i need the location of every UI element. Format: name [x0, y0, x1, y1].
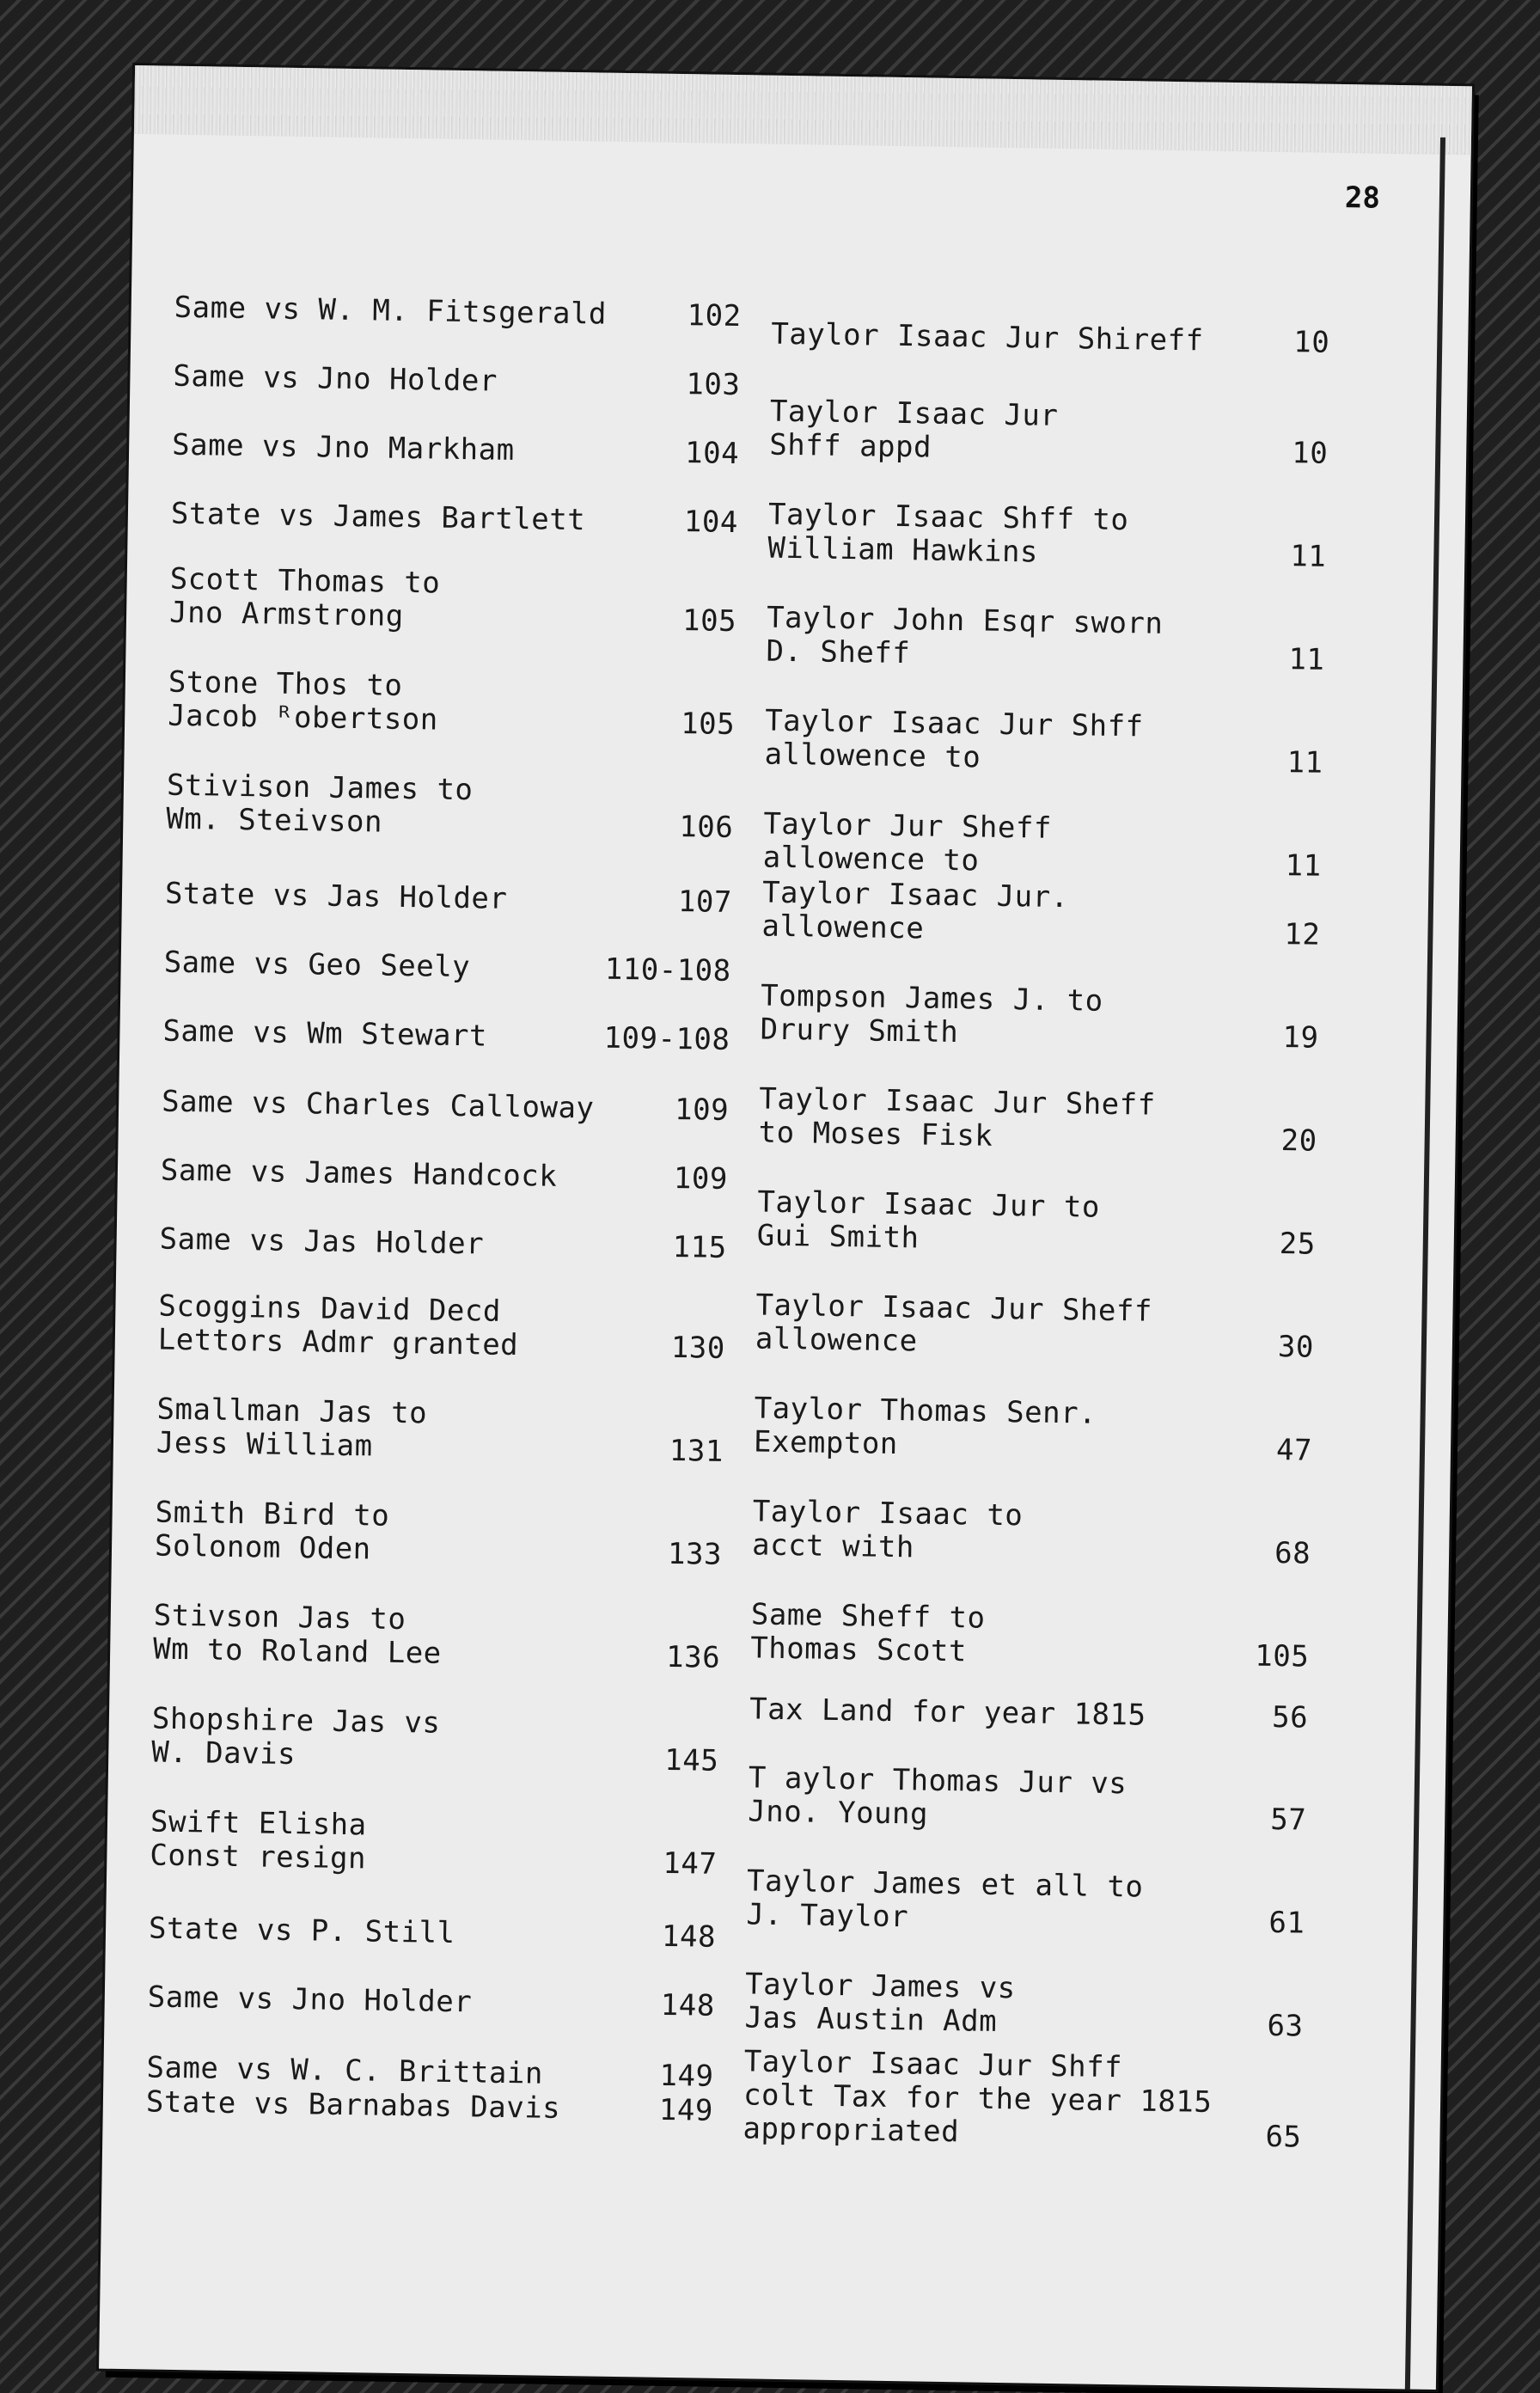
entry-text: colt Tax for the year 1815 [742, 2078, 1213, 2120]
index-entry [169, 563, 737, 639]
entry-text: Same vs Charles Calloway [161, 1084, 595, 1126]
entry-text: J. Taylor [746, 1897, 909, 1935]
index-entry [159, 1223, 727, 1265]
entry-text: allowence to [762, 840, 980, 878]
entry-page-number: 19 [1282, 1020, 1319, 1056]
index-entry [158, 1290, 726, 1366]
entry-text: State vs Barnabas Davis [145, 2084, 561, 2127]
entry-text: Same vs Geo Seely [163, 945, 471, 985]
entry-text: Smith Bird to [155, 1495, 390, 1533]
index-entry [153, 1600, 721, 1675]
index-entry [174, 291, 742, 334]
entry-text: Same vs W. C. Brittain [146, 2050, 544, 2091]
entry-page-number: 47 [1275, 1433, 1313, 1468]
entry-page-number: 107 [677, 884, 733, 920]
entry-text: Taylor Thomas Senr. [754, 1391, 1097, 1431]
entry-text: Gui Smith [756, 1218, 920, 1256]
index-entry [150, 1805, 718, 1881]
entry-text: Stivson Jas to [153, 1598, 406, 1637]
entry-text: Taylor Isaac Jur Shff [743, 2044, 1123, 2085]
entry-text: Wm to Roland Lee [152, 1631, 442, 1671]
entry-text: Taylor Isaac Jur to [757, 1184, 1101, 1225]
index-entry [754, 1392, 1313, 1467]
index-entry [749, 1692, 1309, 1735]
entry-text: Scott Thomas to [169, 561, 441, 601]
entry-text: Swift Elisha [150, 1804, 367, 1843]
entry-text: Scoggins David Decd [158, 1288, 502, 1329]
index-entry [166, 769, 734, 845]
entry-page-number: 130 [670, 1330, 726, 1366]
entry-text: Taylor Isaac to [752, 1494, 1024, 1533]
entry-page-number: 102 [687, 298, 742, 334]
entry-text: Smallman Jas to [156, 1392, 428, 1431]
entry-page-number: 10 [1292, 325, 1330, 360]
entry-page-number: 148 [661, 1919, 717, 1955]
entry-text: Taylor Isaac Jur [769, 394, 1059, 433]
entry-text: Solonom Oden [154, 1528, 372, 1567]
entry-page-number: 56 [1271, 1699, 1309, 1735]
entry-page-number: 63 [1267, 2008, 1304, 2044]
entry-text: allowence to [764, 737, 981, 775]
entry-text: Thomas Scott [749, 1631, 968, 1669]
document-page [99, 65, 1472, 2390]
entry-text: Taylor Isaac Jur Sheff [759, 1081, 1156, 1123]
entry-page-number: 30 [1277, 1330, 1315, 1365]
index-entry [760, 980, 1319, 1056]
entry-text: Taylor Isaac Jur Shireff [771, 316, 1204, 358]
entry-page-number: 149 [659, 2058, 714, 2094]
page-number: 28 [1344, 181, 1381, 216]
entry-text: Taylor Isaac Shff to [767, 497, 1129, 538]
entry-page-number: 11 [1286, 745, 1323, 780]
entry-text: D. Sheff [766, 633, 911, 671]
index-entry [151, 1702, 719, 1778]
entry-text: Wm. Steivson [166, 801, 383, 840]
entry-text: Const resign [150, 1838, 367, 1876]
entry-text: Taylor John Esqr sworn [766, 600, 1164, 641]
entry-text: Exempton [753, 1424, 899, 1462]
entry-page-number: 20 [1280, 1123, 1317, 1159]
index-entry [165, 878, 733, 920]
entry-text: Jas Austin Adm [744, 2000, 998, 2039]
entry-text: Stone Thos to [168, 664, 403, 703]
entry-page-number: 10 [1291, 436, 1329, 471]
entry-page-number: 25 [1279, 1227, 1317, 1262]
index-entry [162, 1015, 730, 1057]
entry-text: Same vs James Handcock [160, 1153, 558, 1194]
index-entry [155, 1496, 723, 1572]
entry-page-number: 103 [686, 367, 741, 403]
entry-text: W. Davis [151, 1735, 296, 1772]
entry-page-number: 133 [667, 1536, 723, 1572]
index-entry [752, 1495, 1311, 1570]
entry-page-number: 145 [664, 1742, 719, 1778]
entry-text: Taylor Isaac Jur Shff [764, 703, 1144, 744]
entry-page-number: 11 [1290, 539, 1327, 574]
index-entry [771, 318, 1330, 360]
entry-text: Taylor James et all to [746, 1864, 1144, 1905]
entry-text: Same vs Jno Holder [173, 358, 498, 399]
index-entry [750, 1598, 1310, 1674]
entry-page-number: 68 [1274, 1535, 1311, 1571]
entry-text: Tompson James J. to [760, 978, 1103, 1019]
entry-text: allowence [761, 909, 925, 946]
index-entry [762, 808, 1322, 884]
entry-page-number: 61 [1268, 1905, 1305, 1941]
entry-page-number: 11 [1288, 642, 1325, 677]
entry-text: Tax Land for year 1815 [749, 1692, 1146, 1733]
entry-page-number: 105 [681, 603, 737, 640]
index-entry [748, 1761, 1307, 1837]
index-entry [163, 946, 731, 988]
entry-text: Same vs Jno Markham [171, 427, 515, 468]
entry-text: Shff appd [768, 427, 932, 465]
index-entry [161, 1154, 729, 1196]
entry-page-number: 12 [1284, 917, 1321, 952]
index-entry [148, 1980, 716, 2023]
index-entry [171, 498, 739, 540]
entry-page-number: 104 [684, 436, 740, 472]
entry-text: T aylor Thomas Jur vs [748, 1760, 1128, 1802]
entry-text: Taylor James vs [744, 1967, 1016, 2006]
entry-text: Drury Smith [760, 1012, 959, 1050]
index-entry [766, 602, 1325, 677]
entry-text: Same vs Jno Holder [147, 1980, 473, 2020]
entry-page-number: 106 [679, 810, 734, 845]
index-entry [168, 666, 736, 742]
entry-page-number: 131 [669, 1433, 724, 1469]
index-entry [149, 1912, 717, 1954]
index-entry [746, 1864, 1305, 1940]
entry-text: to Moses Fisk [758, 1115, 993, 1154]
entry-text: Taylor Isaac Jur Sheff [755, 1288, 1153, 1329]
index-entry [172, 429, 740, 471]
entry-page-number: 104 [683, 505, 739, 541]
entry-page-number: 11 [1285, 848, 1322, 884]
entry-page-number: 115 [672, 1229, 727, 1265]
entry-page-number: 110-108 [604, 952, 731, 988]
entry-page-number: 136 [665, 1639, 721, 1675]
entry-text: Stivison James to [166, 768, 474, 808]
index-entry [755, 1288, 1315, 1364]
entry-text: State vs Jas Holder [164, 876, 508, 916]
entry-text: Jno Armstrong [168, 595, 405, 633]
entry-text: Same vs W. M. Fitsgerald [174, 290, 608, 332]
entry-text: Jacob ᴿobertson [167, 698, 439, 737]
entry-page-number: 109-108 [603, 1020, 730, 1057]
entry-page-number: 109 [673, 1160, 729, 1196]
entry-text: Same vs Jas Holder [159, 1221, 485, 1262]
entry-page-number: 148 [660, 1987, 716, 2023]
entry-text: William Hawkins [767, 530, 1039, 570]
index-entry [761, 877, 1321, 952]
index-entry [764, 705, 1323, 780]
entry-text: Taylor Isaac Jur. [761, 875, 1069, 915]
entry-page-number: 109 [674, 1092, 730, 1128]
entry-page-number: 105 [680, 707, 736, 743]
index-entry [744, 1968, 1304, 2043]
entry-text: Same vs Wm Stewart [162, 1013, 488, 1054]
index-entry [162, 1086, 730, 1128]
index-entry [156, 1393, 724, 1469]
index-entry [742, 2045, 1303, 2154]
entry-text: State vs P. Still [148, 1911, 455, 1951]
entry-text: Shopshire Jas vs [151, 1701, 441, 1741]
entry-text: State vs James Bartlett [170, 496, 586, 538]
entry-page-number: 149 [658, 2092, 714, 2128]
index-entry [769, 395, 1329, 471]
entry-text: Lettors Admr granted [157, 1322, 519, 1363]
index-entry [758, 1083, 1317, 1159]
entry-text: allowence [755, 1321, 918, 1359]
entry-text: Jess William [156, 1425, 373, 1464]
index-entry [757, 1185, 1317, 1261]
entry-page-number: 65 [1265, 2119, 1302, 2155]
entry-page-number: 57 [1269, 1802, 1307, 1838]
entry-text: Taylor Jur Sheff [763, 806, 1053, 846]
entry-text: appropriated [742, 2111, 960, 2150]
entry-text: Jno. Young [748, 1794, 929, 1832]
entry-text: Same Sheff to [750, 1597, 986, 1636]
entry-text: acct with [751, 1527, 915, 1565]
entry-page-number: 105 [1254, 1638, 1310, 1674]
index-entry [173, 360, 741, 402]
entry-page-number: 147 [663, 1845, 718, 1882]
index-entry [767, 499, 1327, 574]
